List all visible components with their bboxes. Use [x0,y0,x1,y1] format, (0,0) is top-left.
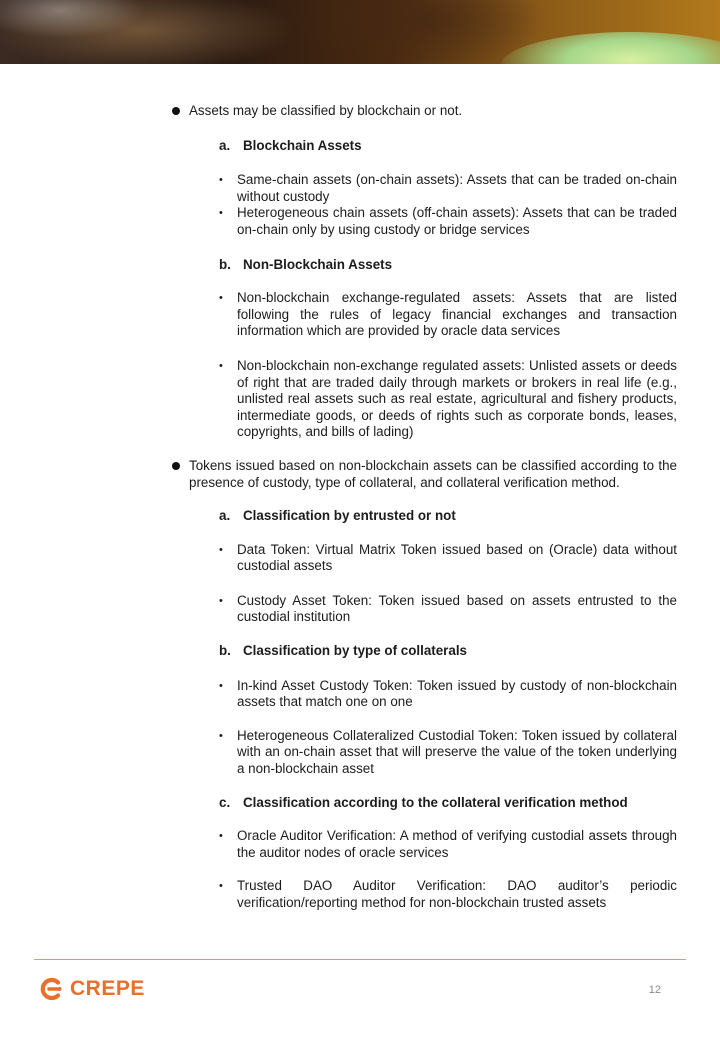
bullet-icon: • [219,830,223,843]
section-letter: a. [219,508,231,524]
section-heading [219,257,677,274]
bullet-icon: • [219,207,223,220]
section-title: Classification by entrusted or not [243,508,456,524]
section-verification [219,795,677,912]
bullet-icon: • [219,292,223,305]
bullet-icon: • [219,543,223,556]
header-banner [0,0,720,64]
list-item: • In-kind Asset Custody Token: Token issued by custody of non-blockchain assets that match one on one [219,677,677,710]
bullet-icon: • [219,594,223,607]
bullet-text: Assets may be classified by blockchain or not. [189,103,463,118]
bullet-dot-icon [172,462,180,470]
page-number: 12 [648,984,661,996]
section-heading [219,795,677,812]
section-letter: c. [219,794,231,810]
section-non-blockchain-assets [219,257,677,441]
bullet-icon: • [219,359,223,372]
section-heading [219,508,677,525]
crepe-logo-icon [38,976,64,1002]
banner-glow [500,32,720,64]
section-title: Classification according to the collateral verification method [243,794,628,810]
list-item: • Same-chain assets (on-chain assets): Assets that can be traded on-chain without custody [219,172,677,204]
list-item: • Trusted DAO Auditor Verification: DAO auditor’s periodic verification/reporting method for non-blockchain trusted assets [219,878,677,910]
list-item: • Custody Asset Token: Token issued based on assets entrusted to the custodial institution [219,592,677,625]
section-blockchain-assets [219,138,677,239]
bullet-icon: • [219,679,223,692]
section-letter: b. [219,643,231,659]
section-title: Non-Blockchain Assets [243,256,393,272]
section-title: Blockchain Assets [243,137,362,153]
list-item: • Heterogeneous chain assets (off-chain assets): Assets that can be traded on-chain only by using custody or bridge services [219,205,677,237]
section-heading [219,643,677,660]
bullet-text: Tokens issued based on non-blockchain assets can be classified according to the presence of custody, type of collateral, and collateral verification method. [189,457,677,490]
section-letter: a. [219,137,231,153]
section-letter: b. [219,256,231,272]
bullet-token-classification [170,458,677,491]
footer-divider [34,959,686,960]
list-item: • Non-blockchain exchange-regulated assets: Assets that are listed following the rules of legacy financial exchanges and transaction information which are provided by oracle data services [219,290,677,339]
crepe-logo [38,976,145,1002]
list-item: • Non-blockchain non-exchange regulated assets: Unlisted assets or deeds of right that are traded daily through markets or brokers in real life (e.g., unlisted real assets such as real estate, agricultural and fishery products, intermediate goods, or deeds of rights such as corporate bonds, leases, copyrights, and bills of lading) [219,357,677,440]
section-entrusted [219,508,677,626]
bullet-asset-classification [170,103,677,120]
bullet-icon: • [219,880,223,893]
section-title: Classification by type of collaterals [243,643,467,659]
list-item: • Data Token: Virtual Matrix Token issued based on (Oracle) data without custodial assets [219,541,677,574]
document-body [170,103,677,912]
bullet-dot-icon [172,107,180,115]
list-item: • Heterogeneous Collateralized Custodial Token: Token issued by collateral with an on-chain asset that will preserve the value of the token underlying a non-blockchain asset [219,727,677,777]
logo-text: CREPE [70,977,145,1000]
section-heading [219,138,677,155]
bullet-icon: • [219,174,223,187]
section-collaterals [219,643,677,778]
bullet-icon: • [219,729,223,742]
list-item: • Oracle Auditor Verification: A method of verifying custodial assets through the auditor nodes of oracle services [219,828,677,860]
